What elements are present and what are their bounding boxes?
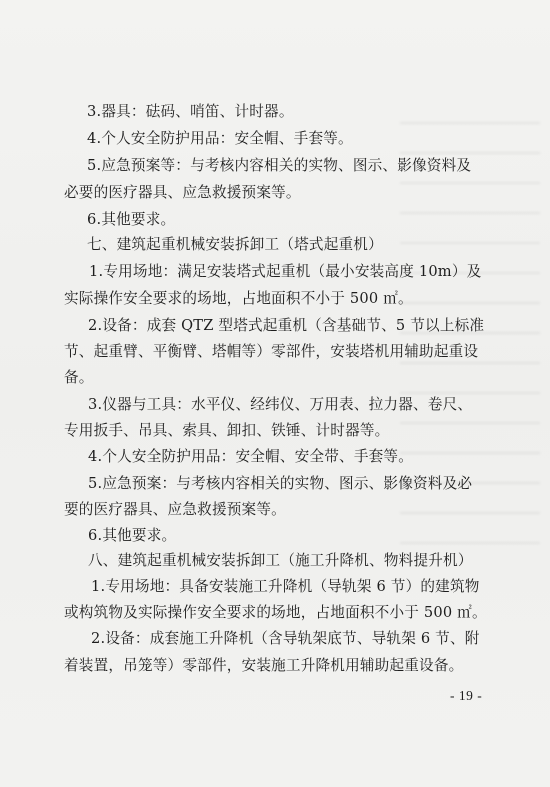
text-line: 2.设备：成套 QTZ 型塔式起重机（含基础节、5 节以上标准: [88, 317, 485, 334]
text-line: 实际操作安全要求的场地，占地面积不小于 500 ㎡。: [64, 290, 413, 307]
text-line: 6.其他要求。: [87, 211, 176, 228]
text-line: 1.专用场地：具备安装施工升降机（导轨架 6 节）的建筑物: [91, 578, 480, 595]
text-line: 5.应急预案等：与考核内容相关的实物、图示、影像资料及: [87, 157, 472, 174]
text-line: 要的医疗器具、应急救援预案等。: [64, 501, 286, 518]
page-number: - 19 -: [450, 688, 483, 703]
section-heading: 七、建筑起重机械安装拆卸工（塔式起重机）: [87, 236, 383, 253]
text-line: 节、起重臂、平衡臂、塔帽等）零部件，安装塔机用辅助起重设: [64, 343, 479, 360]
text-line: 2.设备：成套施工升降机（含导轨架底节、导轨架 6 节、附: [91, 630, 480, 647]
text-line: 着装置，吊笼等）零部件，安装施工升降机用辅助起重设备。: [64, 657, 464, 674]
text-line: 或构筑物及实际操作安全要求的场地，占地面积不小于 500 ㎡。: [64, 604, 487, 621]
text-line: 1.专用场地：满足安装塔式起重机（最小安装高度 10m）及: [89, 263, 482, 280]
text-line: 5.应急预案：与考核内容相关的实物、图示、影像资料及必: [88, 475, 473, 492]
text-line: 4.个人安全防护用品：安全帽、安全带、手套等。: [88, 448, 413, 465]
text-line: 必要的医疗器具、应急救援预案等。: [64, 184, 301, 201]
bleed-through-shadow: [400, 112, 540, 572]
section-heading: 八、建筑起重机械安装拆卸工（施工升降机、物料提升机）: [88, 552, 473, 569]
text-line: 专用扳手、吊具、索具、卸扣、铁锤、计时器等。: [64, 422, 390, 439]
text-line: 3.仪器与工具：水平仪、经纬仪、万用表、拉力器、卷尺、: [88, 396, 473, 413]
text-line: 6.其他要求。: [88, 527, 177, 544]
text-line: 备。: [64, 369, 94, 386]
text-line: 3.器具：砝码、哨笛、计时器。: [87, 103, 294, 120]
text-line: 4.个人安全防护用品：安全帽、手套等。: [87, 130, 353, 147]
